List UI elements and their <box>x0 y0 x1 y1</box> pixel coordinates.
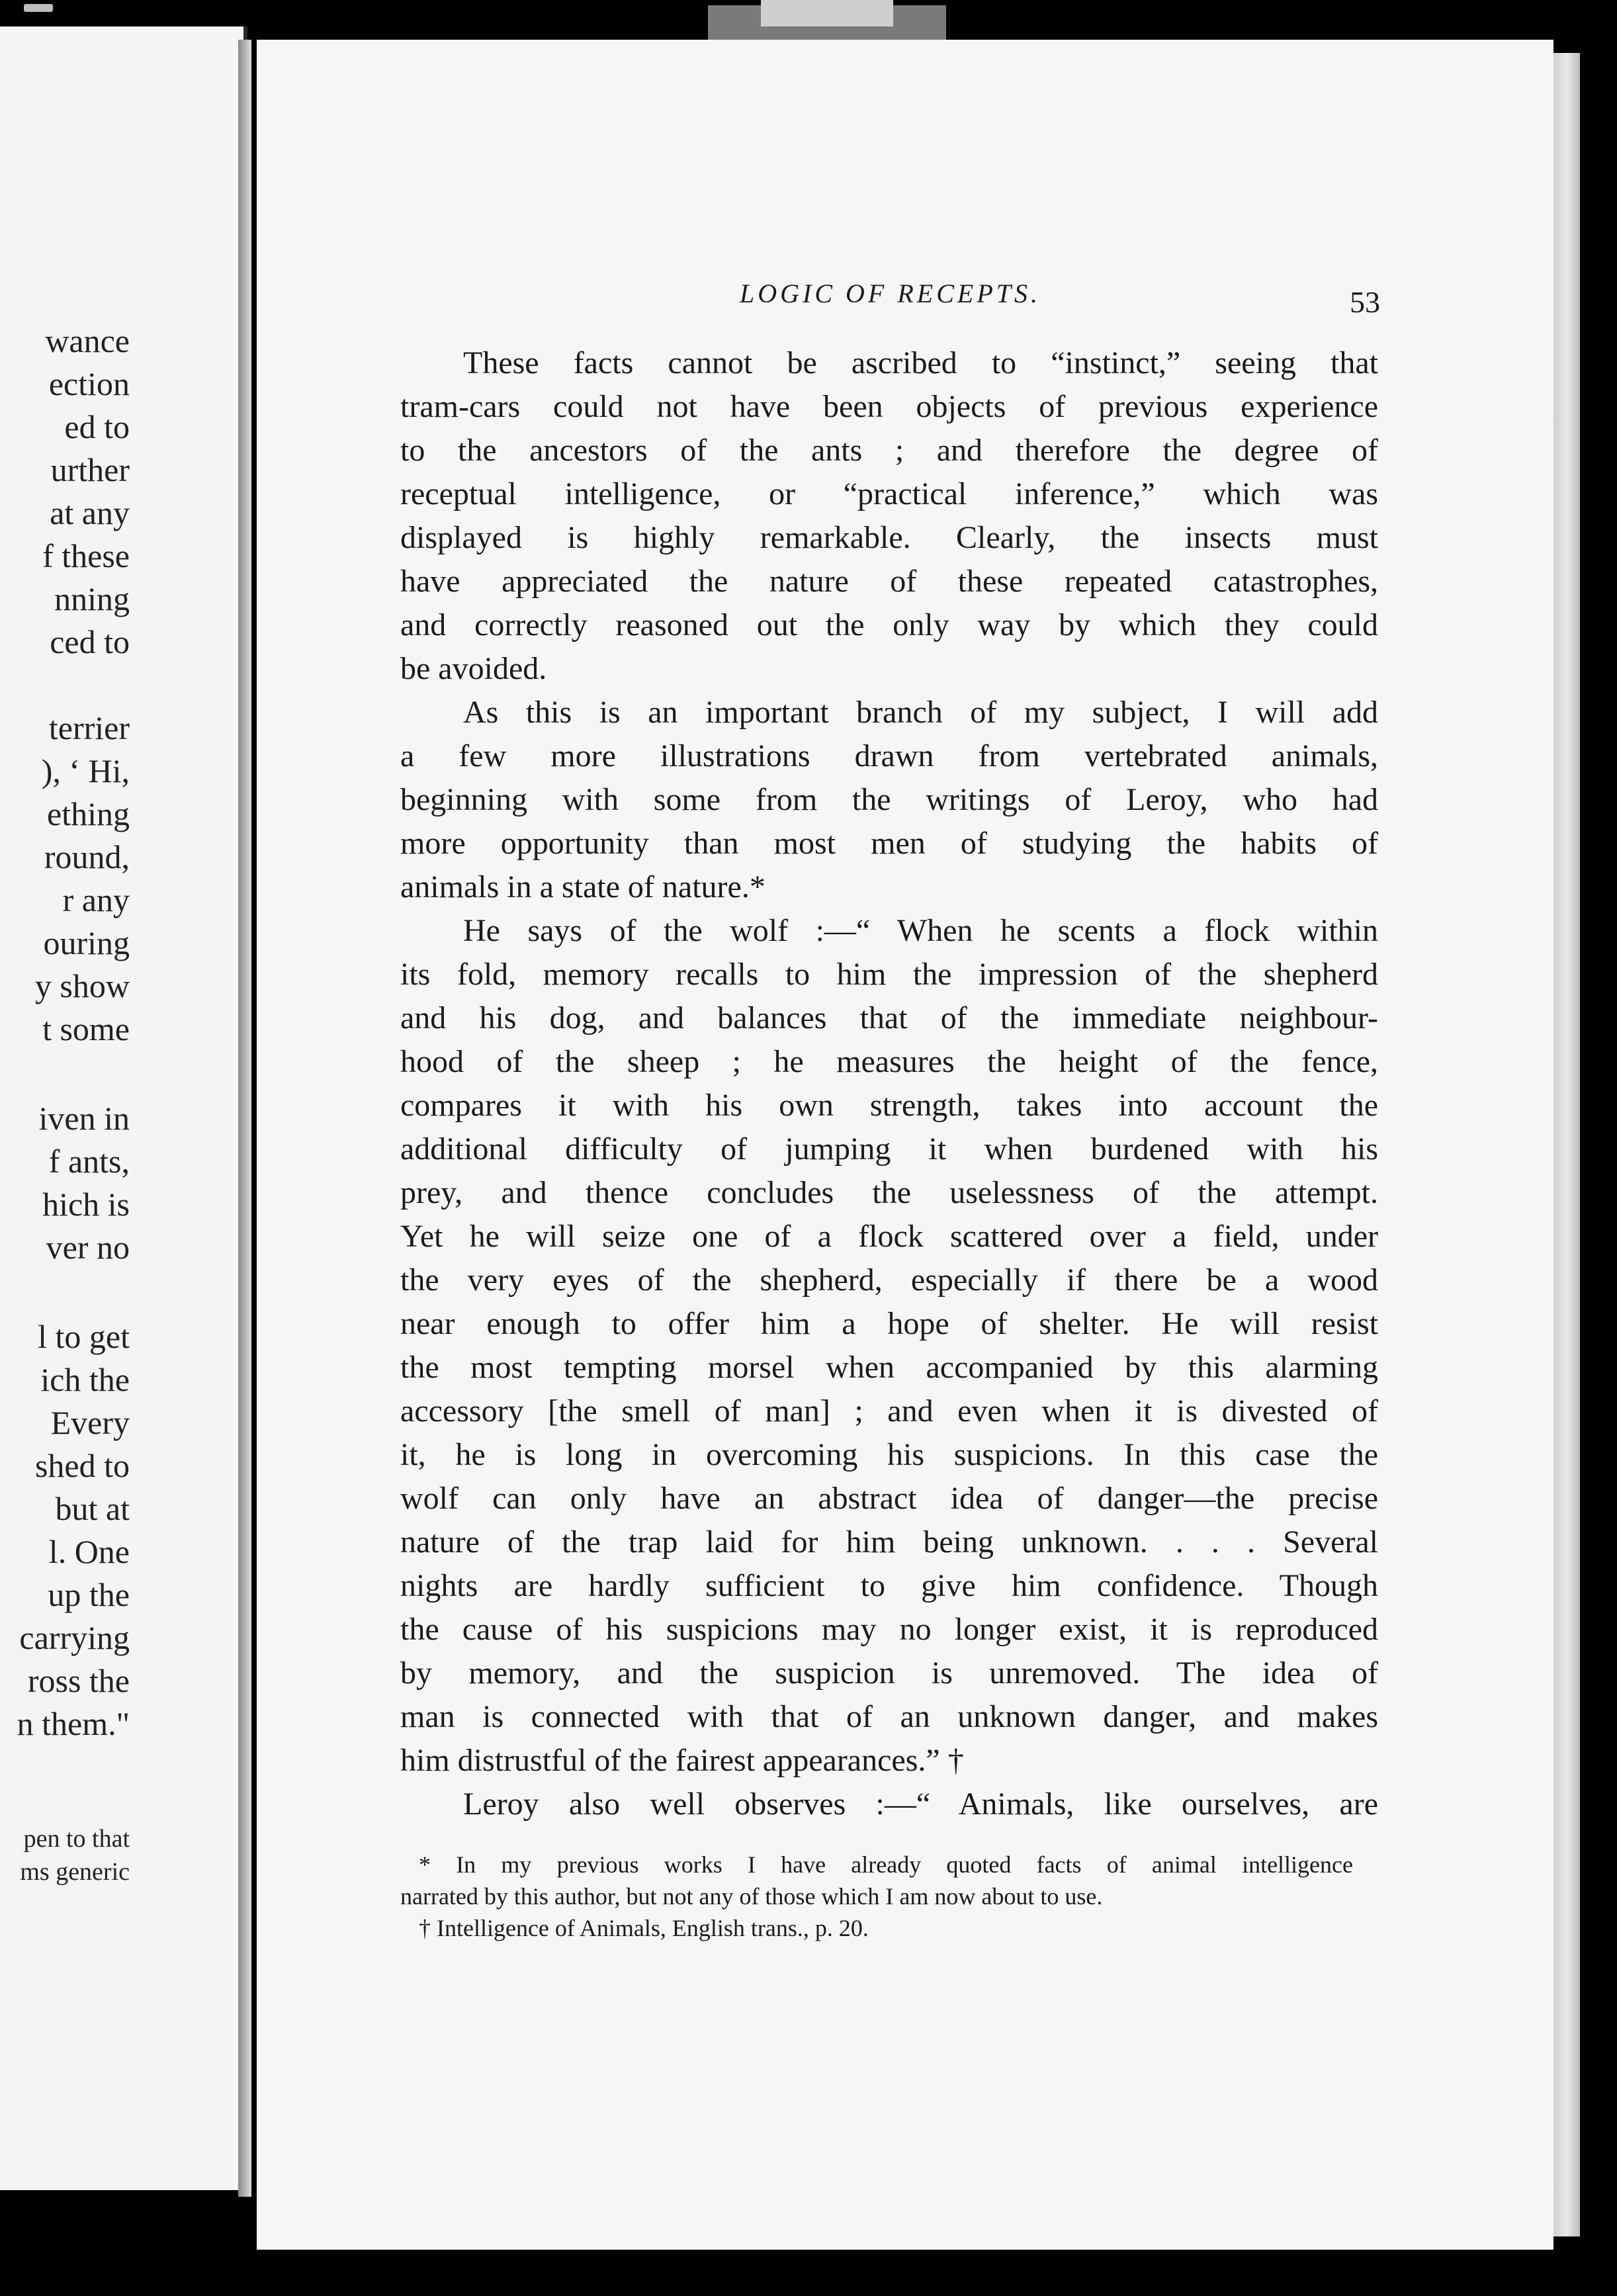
left-page-line: t some <box>42 1010 130 1047</box>
left-page-line: r any <box>62 881 130 918</box>
left-page-line: ver no <box>46 1229 130 1266</box>
body-line: nature of the trap laid for him being unknown. . . . Several <box>400 1524 1378 1560</box>
left-page-line: n them." <box>17 1705 130 1742</box>
body-line: it, he is long in overcoming his suspicions. In this case the <box>400 1437 1378 1472</box>
left-page-line: y show <box>34 967 130 1004</box>
body-line: the most tempting morsel when accompanied by this alarming <box>400 1350 1378 1385</box>
left-page-line: ced to <box>50 623 130 660</box>
left-page-line: iven in <box>38 1100 130 1137</box>
left-page-line: l to get <box>38 1318 130 1355</box>
body-line: near enough to offer him a hope of shelter. He will resist <box>400 1306 1378 1341</box>
body-line: a few more illustrations drawn from vertebrated animals, <box>400 738 1378 773</box>
body-line: Leroy also well observes :—“ Animals, like ourselves, are <box>463 1787 1378 1822</box>
body-line: tram-cars could not have been objects of previous experience <box>400 389 1378 424</box>
footnote-line: narrated by this author, but not any of those which I am now about to use. <box>400 1883 1103 1910</box>
left-page-footnote-line: pen to that <box>23 1825 130 1853</box>
gutter-shadow <box>238 40 251 2197</box>
body-line: He says of the wolf :—“ When he scents a flock within <box>463 913 1378 948</box>
body-line: animals in a state of nature.* <box>400 869 765 905</box>
left-page-line: at any <box>50 494 130 531</box>
body-line: and correctly reasoned out the only way by which they could <box>400 607 1378 642</box>
body-line: by memory, and the suspicion is unremoved. The idea of <box>400 1656 1378 1691</box>
body-line: additional difficulty of jumping it when burdened with his <box>400 1131 1378 1167</box>
body-line: nights are hardly sufficient to give him confidence. Though <box>400 1568 1378 1603</box>
left-page-line: terrier <box>48 709 130 746</box>
body-line: him distrustful of the fairest appearances.” † <box>400 1743 964 1778</box>
page-number: 53 <box>1350 285 1380 319</box>
left-page-line: ross the <box>27 1662 130 1699</box>
left-page-line: but at <box>55 1490 130 1527</box>
body-line: displayed is highly remarkable. Clearly, the insects must <box>400 520 1378 555</box>
left-page-line: f these <box>42 537 130 574</box>
body-line: beginning with some from the writings of Leroy, who had <box>400 782 1378 817</box>
left-page-line: wance <box>45 322 130 359</box>
footnote-line: † Intelligence of Animals, English trans., p. 20. <box>419 1915 869 1941</box>
left-page-line: shed to <box>34 1447 130 1484</box>
running-head: LOGIC OF RECEPTS. <box>740 279 1041 308</box>
body-line: These facts cannot be ascribed to “instinct,” seeing that <box>463 345 1378 380</box>
left-page-line: round, <box>44 838 130 875</box>
body-line: wolf can only have an abstract idea of danger—the precise <box>400 1481 1378 1516</box>
left-page-line: l. One <box>48 1533 130 1570</box>
left-page-line: urther <box>50 451 130 488</box>
page-edge <box>1553 53 1580 2236</box>
footnote-line: * In my previous works I have already quoted facts of animal intelligence <box>419 1851 1353 1878</box>
body-line: As this is an important branch of my subject, I will add <box>463 695 1378 730</box>
page-tab-strip <box>761 0 893 26</box>
body-line: accessory [the smell of man] ; and even when it is divested of <box>400 1393 1378 1429</box>
body-line: the very eyes of the shepherd, especially if there be a wood <box>400 1262 1378 1298</box>
left-page-line: ething <box>47 795 130 832</box>
left-page-line: ), ‘ Hi, <box>41 752 130 789</box>
left-page-line: nning <box>54 580 130 617</box>
left-page-line: f ants, <box>48 1143 130 1180</box>
body-line: compares it with his own strength, takes into account the <box>400 1088 1378 1123</box>
left-page-line: ich the <box>40 1361 130 1398</box>
left-page-line: up the <box>48 1576 130 1613</box>
left-page-line: ouring <box>43 924 130 961</box>
left-page-line: hich is <box>42 1186 130 1223</box>
left-page-line: ed to <box>64 408 130 445</box>
scan-corner-mark <box>24 4 53 12</box>
body-line: have appreciated the nature of these repeated catastrophes, <box>400 564 1378 599</box>
left-page-line: ection <box>48 365 130 402</box>
body-line: Yet he will seize one of a flock scattered over a field, under <box>400 1219 1378 1254</box>
body-line: and his dog, and balances that of the immediate neighbour- <box>400 1000 1378 1036</box>
body-line: the cause of his suspicions may no longer exist, it is reproduced <box>400 1612 1378 1647</box>
body-line: to the ancestors of the ants ; and therefore the degree of <box>400 433 1378 468</box>
body-line: its fold, memory recalls to him the impression of the shepherd <box>400 957 1378 992</box>
body-line: be avoided. <box>400 651 547 686</box>
body-line: hood of the sheep ; he measures the height of the fence, <box>400 1044 1378 1079</box>
body-line: man is connected with that of an unknown danger, and makes <box>400 1699 1378 1734</box>
left-page-footnote-line: ms generic <box>20 1858 130 1886</box>
body-line: prey, and thence concludes the uselessness of the attempt. <box>400 1175 1378 1210</box>
left-page-line: carrying <box>19 1619 130 1656</box>
body-line: receptual intelligence, or “practical inference,” which was <box>400 476 1378 511</box>
body-line: more opportunity than most men of studying the habits of <box>400 826 1378 861</box>
left-page-line: Every <box>50 1404 130 1441</box>
